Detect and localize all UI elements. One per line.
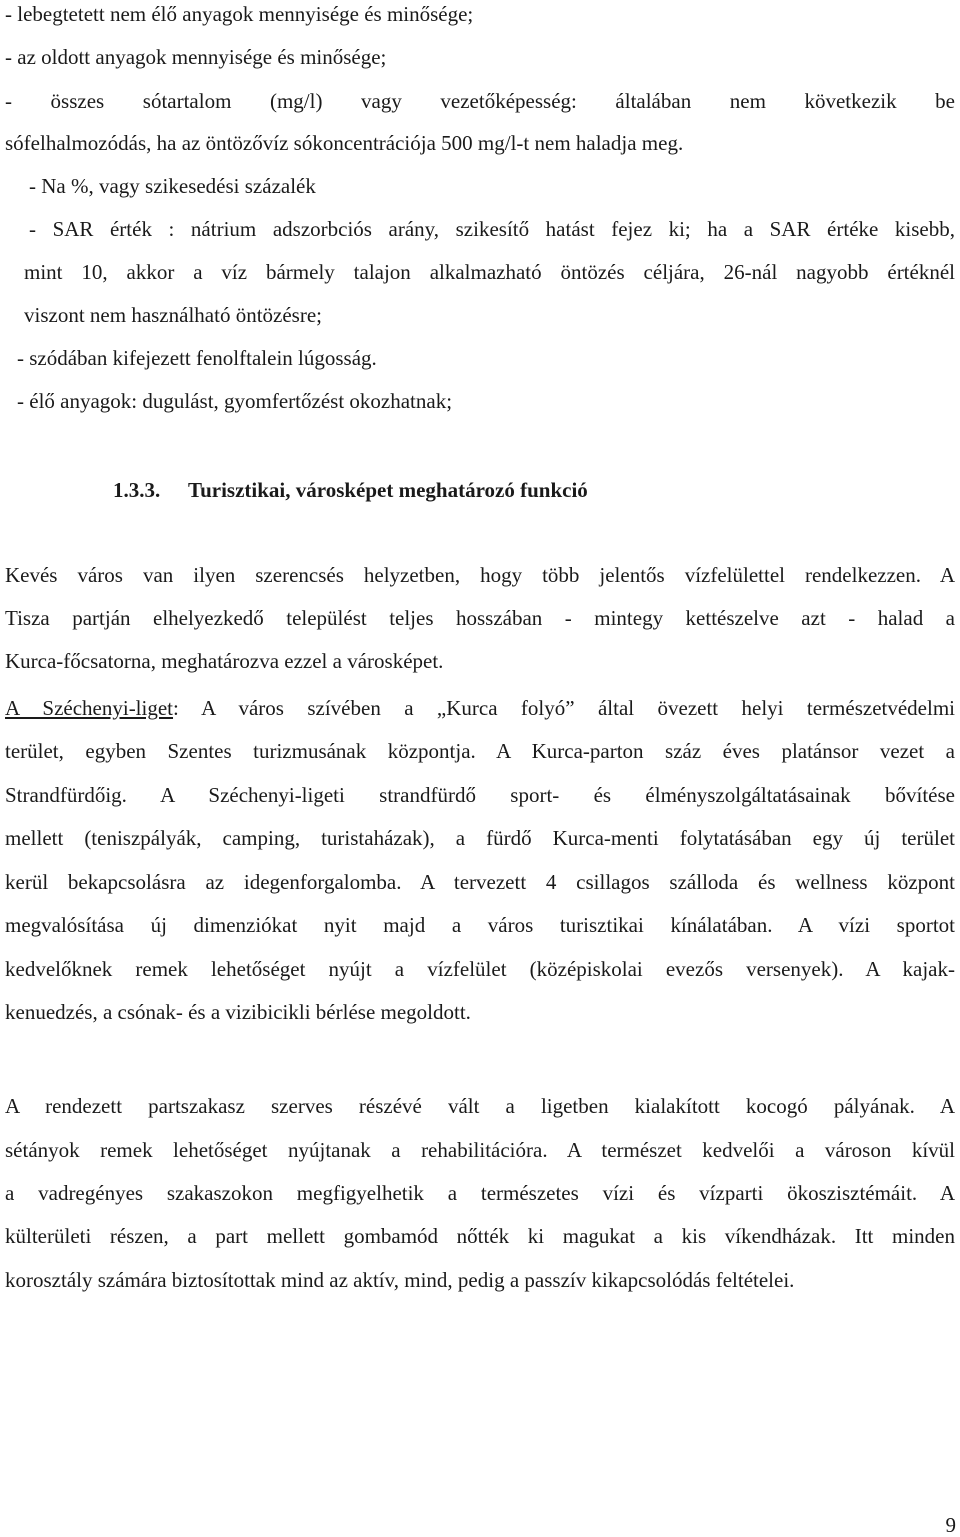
- page-number: 9: [945, 1513, 956, 1537]
- list-item: - összes sótartalom (mg/l) vagy vezetőképesség: általában nem következik be: [5, 89, 955, 113]
- list-item-continuation: sófelhalmozódás, ha az öntözővíz sókoncentrációja 500 mg/l-t nem haladja meg.: [5, 131, 684, 155]
- paragraph-line: kenuedzés, a csónak- és a vizibicikli bérlése megoldott.: [5, 1000, 471, 1024]
- list-item: - lebegtetett nem élő anyagok mennyisége és minősége;: [5, 2, 474, 26]
- list-item: - élő anyagok: dugulást, gyomfertőzést okozhatnak;: [17, 389, 453, 413]
- paragraph-line: kedvelőknek remek lehetőséget nyújt a vízfelület (középiskolai evezős versenyek). A kajak-: [5, 957, 955, 981]
- paragraph-line: mellett (teniszpályák, camping, turistaházak), a fürdő Kurca-menti folytatásában egy új terület: [5, 826, 955, 850]
- paragraph-line-rest: : A város szívében a „Kurca folyó” által övezett helyi természetvédelmi: [173, 696, 955, 720]
- list-item: - szódában kifejezett fenolftalein lúgosság.: [17, 346, 377, 370]
- paragraph-line: sétányok remek lehetőséget nyújtanak a rehabilitációra. A természet kedvelői a városon kívül: [5, 1138, 955, 1162]
- paragraph-line: Strandfürdőig. A Széchenyi-ligeti strandfürdő sport- és élményszolgáltatásainak bővítése: [5, 783, 955, 807]
- section-title: Turisztikai, városképet meghatározó funkció: [188, 478, 588, 502]
- paragraph-line: A rendezett partszakasz szerves részévé vált a ligetben kialakított kocogó pályának. A: [5, 1094, 955, 1118]
- paragraph-line: [5, 698, 955, 719]
- paragraph-line: Tisza partján elhelyezkedő települést teljes hosszában - mintegy kettészelve azt - halad a: [5, 606, 955, 630]
- list-item: - Na %, vagy szikesedési százalék: [29, 174, 316, 198]
- paragraph-line: korosztály számára biztosítottak mind az aktív, mind, pedig a passzív kikapcsolódás feltételei.: [5, 1268, 795, 1292]
- paragraph-line: a vadregényes szakaszokon megfigyelhetik a természetes vízi és vízparti ökoszisztémáit. A: [5, 1181, 955, 1205]
- paragraph-line: Kurca-főcsatorna, meghatározva ezzel a városképet.: [5, 649, 444, 673]
- paragraph-line: kerül bekapcsolásra az idegenforgalomba. A tervezett 4 csillagos szálloda és wellness központ: [5, 870, 955, 894]
- paragraph-line: terület, egyben Szentes turizmusának központja. A Kurca-parton száz éves platánsor vezet a: [5, 739, 955, 763]
- list-item-continuation: mint 10, akkor a víz bármely talajon alkalmazható öntözés céljára, 26-nál nagyobb értéknél: [24, 260, 955, 284]
- list-item: - SAR érték : nátrium adszorbciós arány, szikesítő hatást fejez ki; ha a SAR értéke kisebb,: [29, 217, 955, 241]
- paragraph-line: Kevés város van ilyen szerencsés helyzetben, hogy több jelentős vízfelülettel rendelkezzen. A: [5, 563, 955, 587]
- szechenyi-liget-label: A Széchenyi-liget: [5, 696, 174, 720]
- list-item: - az oldott anyagok mennyisége és minősége;: [5, 45, 387, 69]
- list-item-continuation: viszont nem használható öntözésre;: [24, 303, 322, 327]
- section-number: 1.3.3.: [113, 478, 161, 502]
- paragraph-line: megvalósítása új dimenziókat nyit majd a város turisztikai kínálatában. A vízi sportot: [5, 913, 955, 937]
- paragraph-line: külterületi részen, a part mellett gombamód nőtték ki magukat a kis víkendházak. Itt minden: [5, 1224, 955, 1248]
